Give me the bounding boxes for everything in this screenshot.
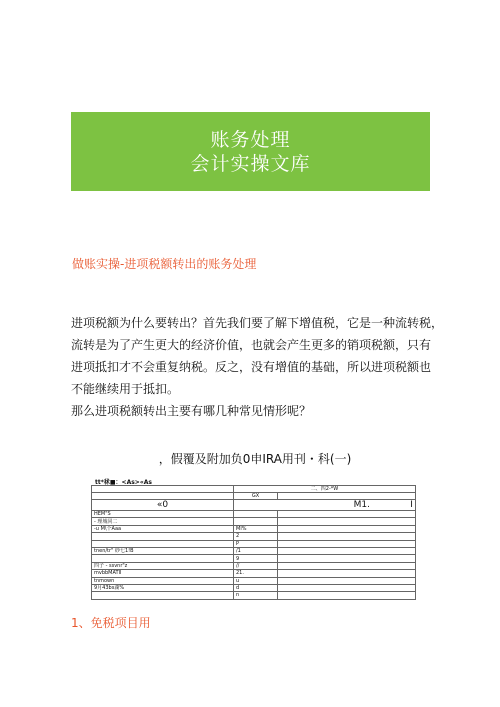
table-row [92, 511, 416, 518]
form-rows [92, 511, 416, 600]
table-row [92, 592, 416, 599]
row-value [234, 511, 278, 518]
row-value: /1 [234, 547, 278, 554]
row-label: 9月43bs湖% [92, 584, 234, 591]
row-value: 21. [234, 570, 278, 577]
paragraph-line: 不能继续用于抵扣。 [71, 382, 180, 396]
form-head-row [92, 486, 416, 493]
table-row [92, 577, 416, 584]
row-label [92, 533, 234, 540]
table-row [92, 555, 416, 562]
table-row [92, 562, 416, 569]
paragraph-line: 流转是为了产生更大的经济价值，也就会产生更多的销项税额，只有 [71, 338, 432, 352]
row-value: Ml% [234, 525, 278, 532]
row-label: - 理城同二 [92, 518, 234, 525]
form-big-mid: M1. [353, 500, 370, 510]
form-head-row [92, 493, 416, 500]
form-grid [91, 485, 416, 600]
row-empty [278, 570, 416, 577]
row-value: 9 [234, 555, 278, 562]
row-value [234, 518, 278, 525]
form-head-right: 二、四2-*W [234, 486, 416, 493]
row-label [92, 592, 234, 599]
row-label [92, 540, 234, 547]
row-label: HEM"S [92, 511, 234, 518]
section-heading: 1、免税项目用 [71, 616, 151, 630]
row-value: // [234, 562, 278, 569]
row-empty [278, 511, 416, 518]
form-big-left: «0 [92, 500, 234, 511]
table-caption: ，假覆及附加负0申IRA用刊・科(一) [158, 452, 352, 466]
form-cell [92, 493, 234, 500]
row-value: u [234, 577, 278, 584]
row-value: P [234, 540, 278, 547]
row-empty [278, 555, 416, 562]
table-row [92, 547, 416, 554]
paragraph-line: 那么进项税额转出主要有哪几种常见情形呢？ [71, 404, 312, 418]
table-row [92, 584, 416, 591]
row-value: d [234, 584, 278, 591]
row-label: mvbbMATII [92, 570, 234, 577]
row-label: 四子 - ssvnr"z [92, 562, 234, 569]
row-empty [278, 592, 416, 599]
row-label [92, 555, 234, 562]
form-big-right: I [410, 500, 413, 510]
row-empty [278, 547, 416, 554]
tax-form-table [91, 477, 415, 610]
form-big-row [92, 500, 416, 511]
form-top-label: tt*秫■：<As>«As [95, 479, 152, 486]
form-cell [92, 486, 234, 493]
table-row [92, 518, 416, 525]
article-subtitle: 做账实操-进项税额转出的账务处理 [72, 257, 257, 271]
row-empty [278, 562, 416, 569]
form-head-gx: GX [234, 493, 278, 500]
table-row [92, 533, 416, 540]
row-empty [278, 577, 416, 584]
table-row [92, 540, 416, 547]
form-cell [278, 493, 416, 500]
form-big-cell [234, 500, 416, 511]
row-empty [278, 518, 416, 525]
row-empty [278, 533, 416, 540]
paragraph-line: 进项税额为什么要转出？首先我们要了解下增值税，它是一种流转税， [71, 316, 444, 330]
row-label: -u M\个Aaa [92, 525, 234, 532]
banner-title: 账务处理 [210, 128, 291, 151]
table-row [92, 570, 416, 577]
title-banner [71, 112, 430, 191]
article-body [71, 312, 443, 422]
row-empty [278, 540, 416, 547]
banner-subtitle: 会计实操文库 [190, 152, 311, 175]
row-label: tnmown [92, 577, 234, 584]
row-empty [278, 525, 416, 532]
row-label: tnen/tr" 砂七1!B [92, 547, 234, 554]
row-empty [278, 584, 416, 591]
row-value: n [234, 592, 278, 599]
paragraph-line: 进项抵扣才不会重复纳税。反之，没有增值的基础，所以进项税额也 [71, 360, 432, 374]
row-value: 2 [234, 533, 278, 540]
table-row [92, 525, 416, 532]
